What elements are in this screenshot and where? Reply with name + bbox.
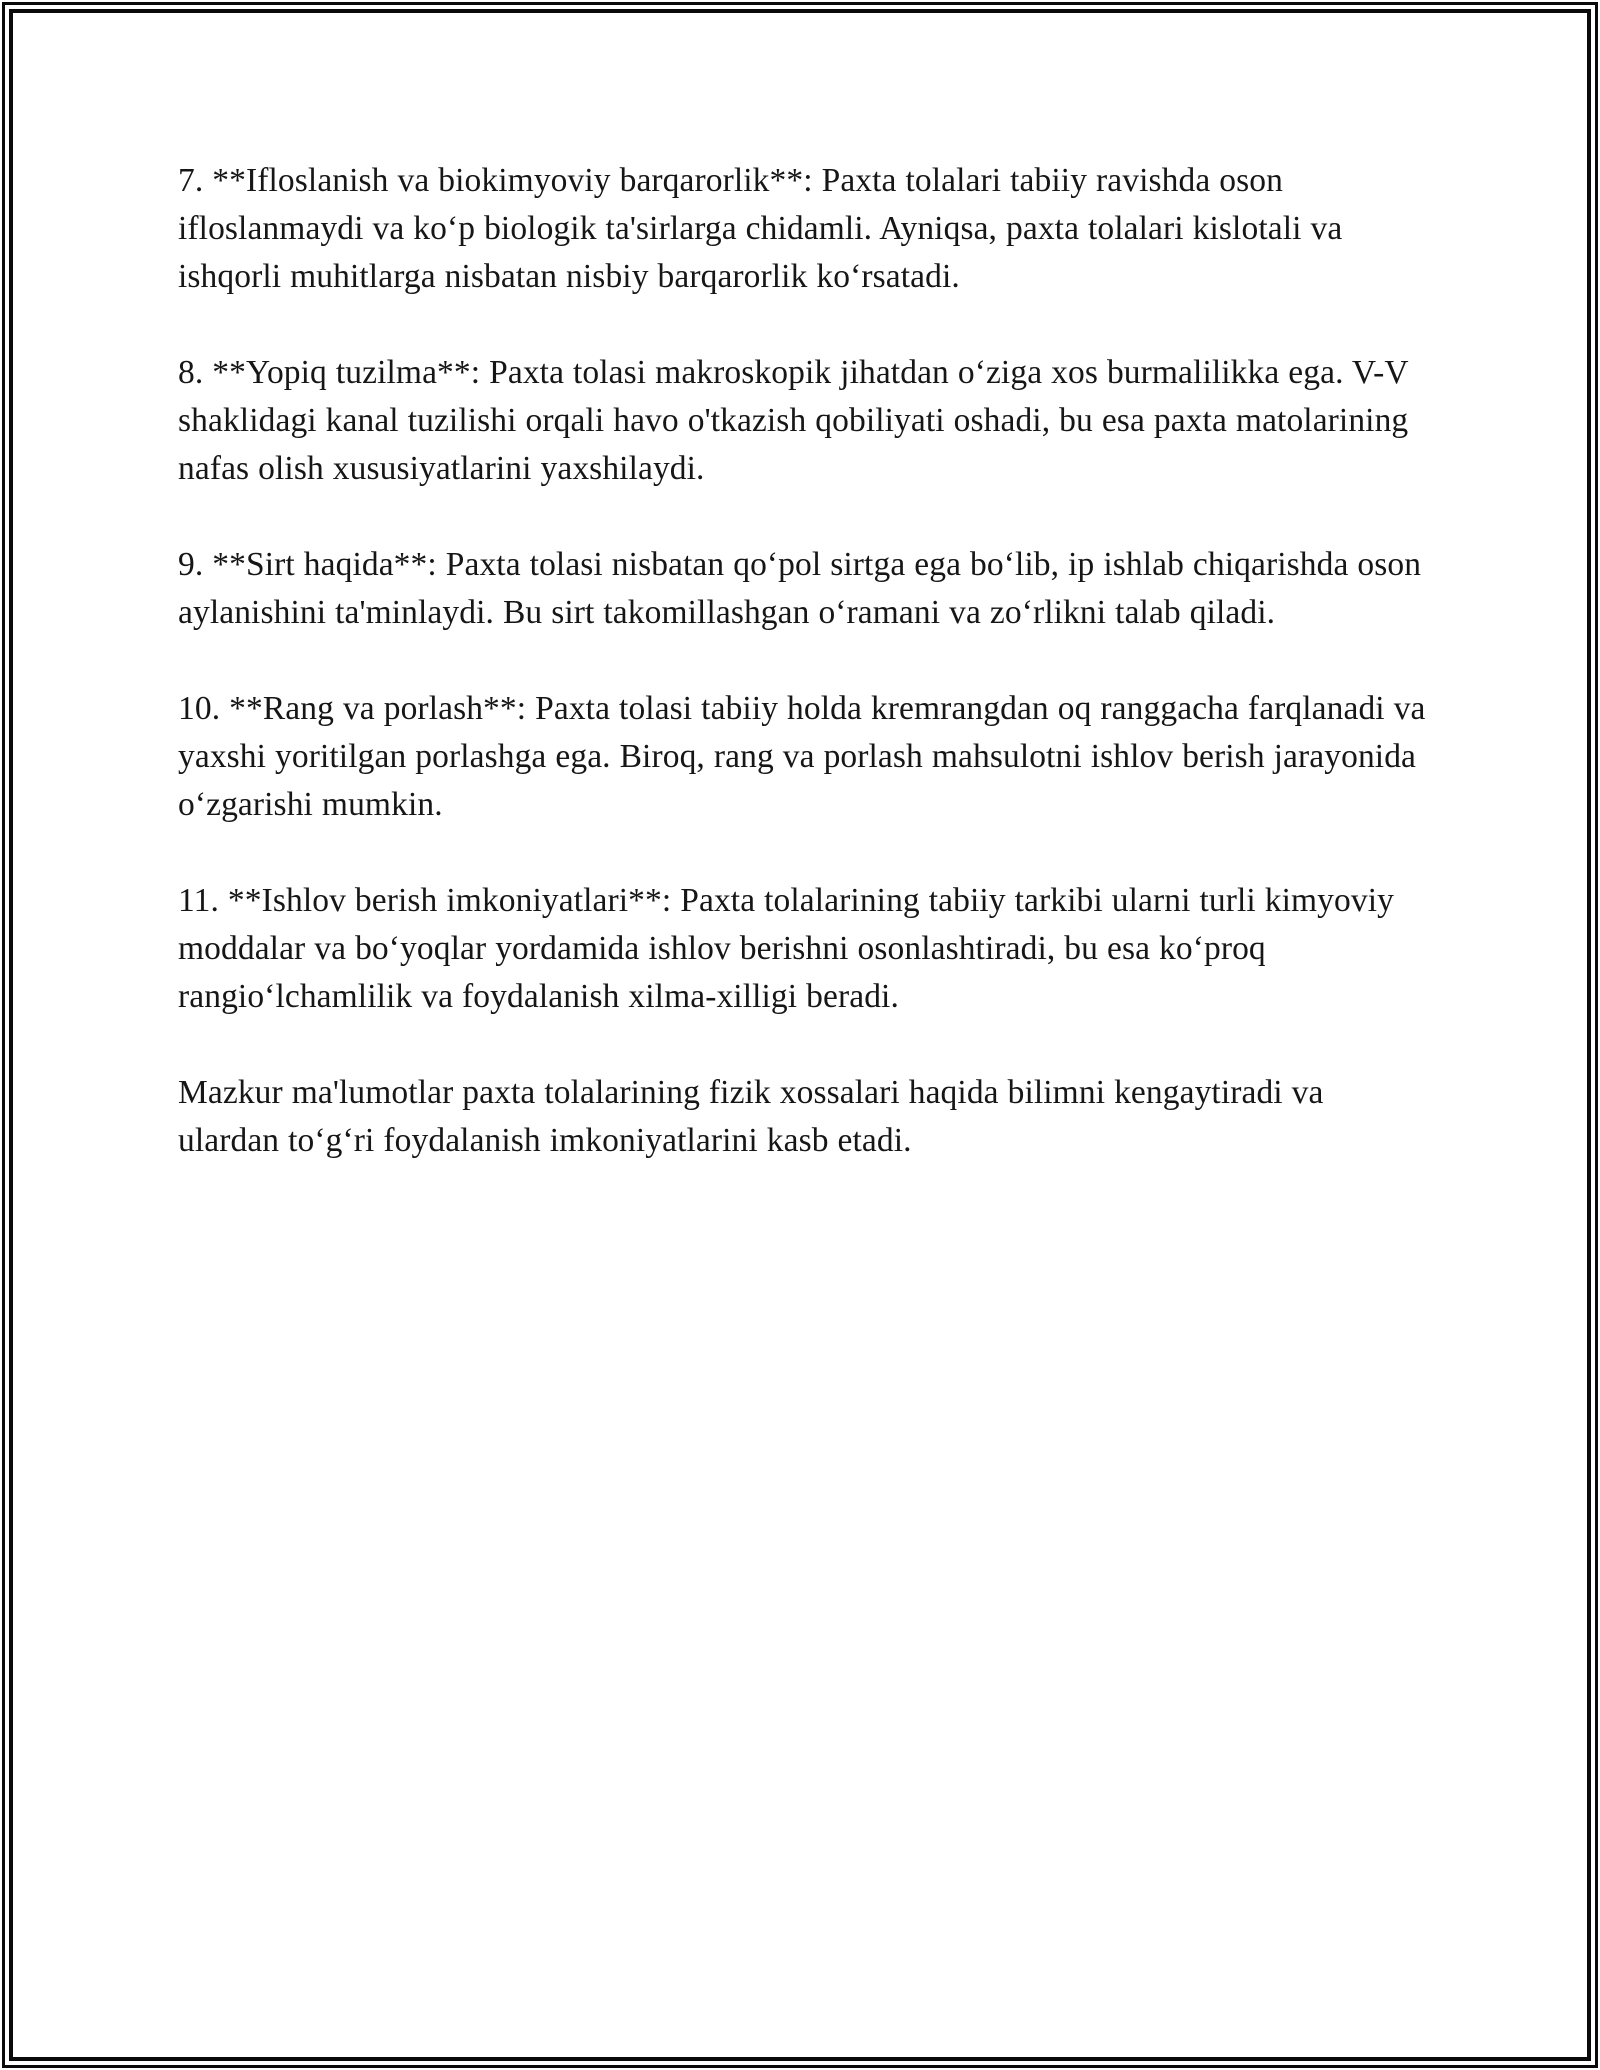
- paragraph-item-11: 11. **Ishlov berish imkoniyatlari**: Paxta tolalarining tabiiy tarkibi ularni turli kimyoviy moddalar va bo‘yoqlar yordamida ishlov berishni osonlashtiradi, bu esa ko‘proq rangio‘lchamlilik va foydalanish xilma-xilligi beradi.: [178, 882, 1394, 1015]
- closing-paragraph: Mazkur ma'lumotlar paxta tolalarining fizik xossalari haqida bilimni kengaytiradi va ulardan to‘g‘ri foydalanish imkoniyatlarini kasb etadi.: [178, 1074, 1324, 1159]
- paragraph-item-7: 7. **Ifloslanish va biokimyoviy barqarorlik**: Paxta tolalari tabiiy ravishda oson ifloslanmaydi va ko‘p biologik ta'sirlarga chidamli. Ayniqsa, paxta tolalari kislotali va ishqorli muhitlarga nisbatan nisbiy barqarorlik ko‘rsatadi.: [178, 162, 1343, 295]
- paragraph-item-10: 10. **Rang va porlash**: Paxta tolasi tabiiy holda kremrangdan oq ranggacha farqlanadi va yaxshi yoritilgan porlashga ega. Biroq, rang va porlash mahsulotni ishlov berish jarayonida o‘zgarishi mumkin.: [178, 690, 1426, 823]
- text-content: [178, 157, 1430, 1213]
- paragraph-item-9: 9. **Sirt haqida**: Paxta tolasi nisbatan qo‘pol sirtga ega bo‘lib, ip ishlab chiqarishda oson aylanishini ta'minlaydi. Bu sirt takomillashgan o‘ramani va zo‘rlikni talab qiladi.: [178, 546, 1422, 631]
- paragraph-item-8: 8. **Yopiq tuzilma**: Paxta tolasi makroskopik jihatdan o‘ziga xos burmalilikka ega. V-V shaklidagi kanal tuzilishi orqali havo o'tkazish qobiliyati oshadi, bu esa paxta matolarining nafas olish xususiyatlarini yaxshilaydi.: [178, 354, 1409, 487]
